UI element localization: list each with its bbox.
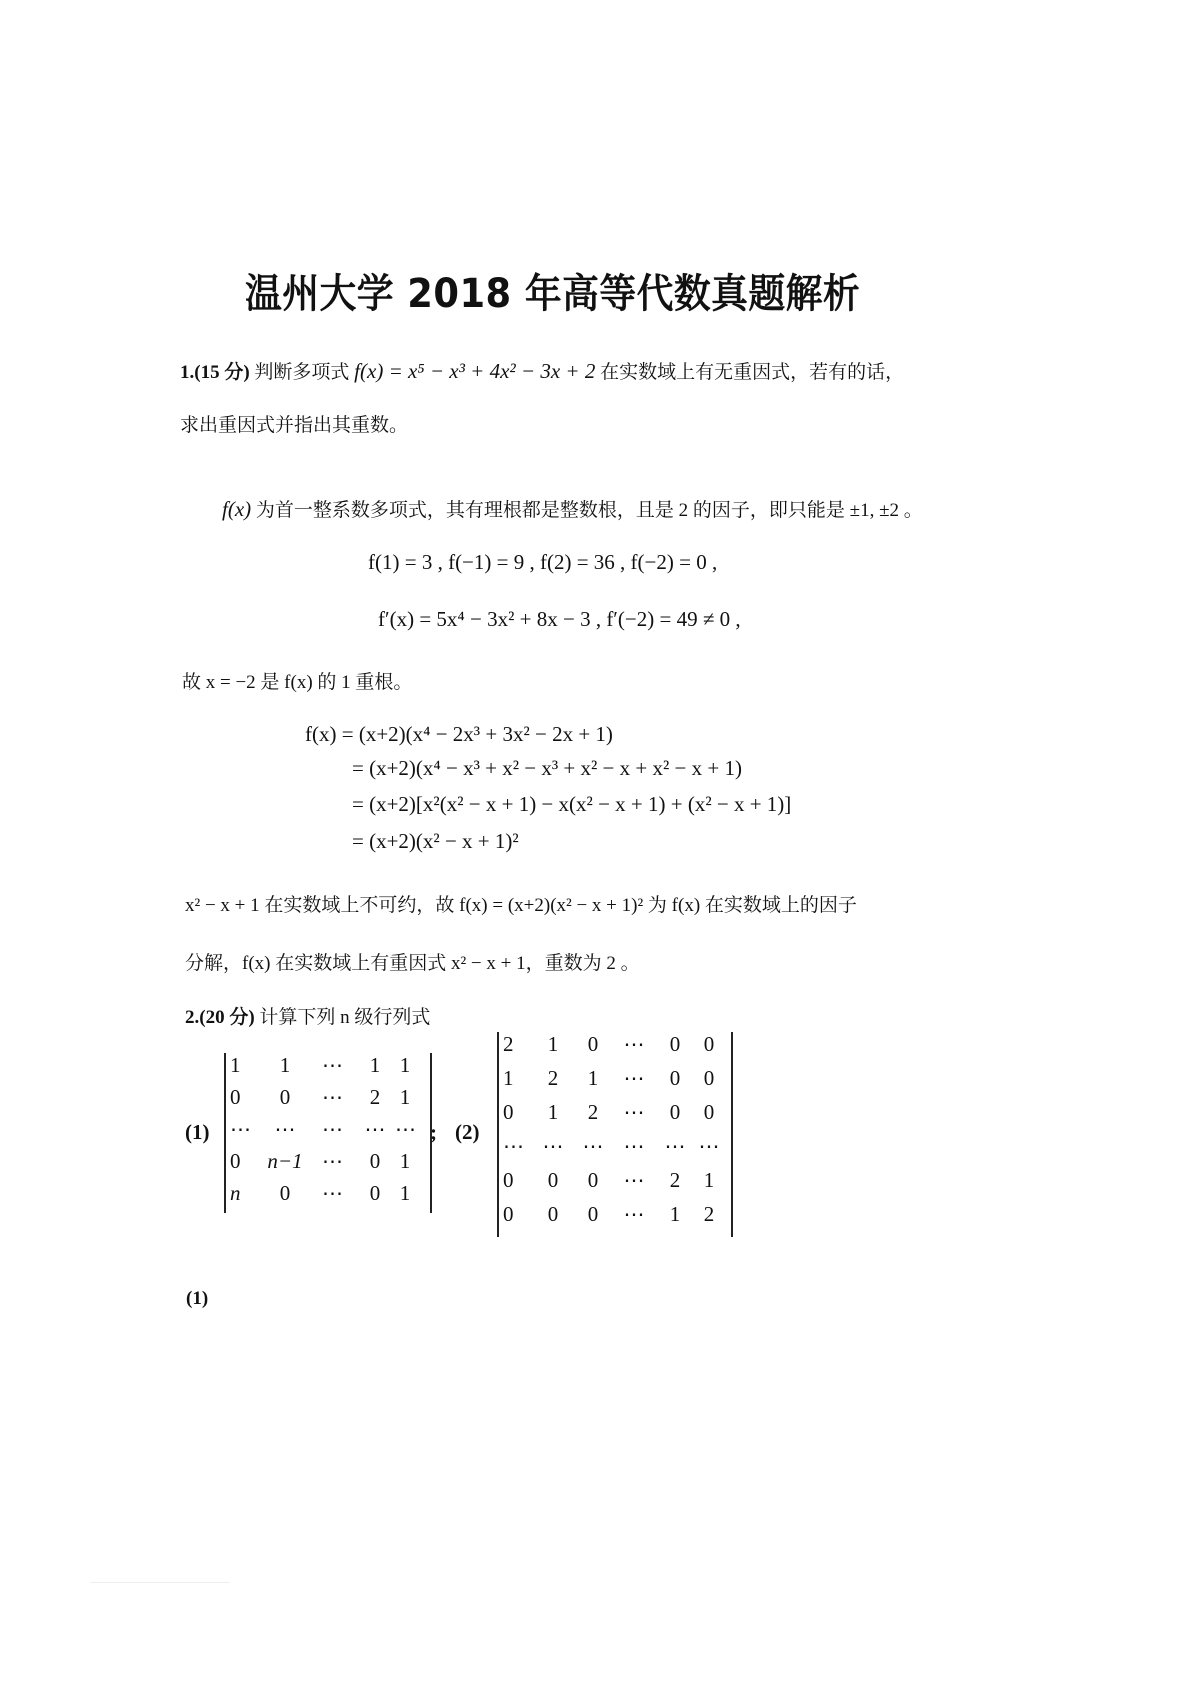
matrix-cell: ⋯ [623,1066,645,1090]
matrix-cell: 0 [279,1085,291,1109]
matrix-cell: 1 [230,1053,241,1077]
matrix-cell: 0 [669,1100,681,1124]
q1-prompt-b: 在实数域上有无重因式，若有的话， [600,362,905,383]
matrix-cell: 0 [279,1181,291,1205]
matrix-cell: ⋯ [395,1117,416,1141]
matrix-cell: 0 [669,1066,681,1090]
factor-step-1: f(x) = (x+2)(x⁴ − 2x³ + 3x² − 2x + 1) [305,722,613,746]
q2-statement [185,1002,430,1029]
q2-part2-label: (2) [455,1120,480,1144]
fx-symbol: f(x) [222,497,252,521]
matrix-cell: 1 [399,1053,411,1077]
q1-function-values: f(1) = 3 , f(−1) = 9 , f(2) = 36 , f(−2) = 0 , [368,550,718,574]
q2-part1-label: (1) [185,1120,210,1144]
matrix-cell: 2 [369,1085,381,1109]
q1-solution-intro [222,495,923,522]
matrix-cell: ⋯ [664,1134,686,1158]
q1-prompt-a: 判断多项式 [254,362,350,383]
determinant-2 [497,1032,733,1237]
matrix-cell: ⋯ [322,1053,343,1077]
matrix-cell: ⋯ [623,1032,645,1056]
matrix-cell: ⋯ [623,1168,645,1192]
q2-number: 2.(20 分) [185,1007,255,1028]
matrix-cell: 0 [703,1100,715,1124]
matrix-cell: 1 [399,1181,411,1205]
matrix-cell: n−1 [267,1149,303,1173]
matrix-cell: 0 [587,1202,599,1226]
matrix-cell: ⋯ [542,1134,564,1158]
q1-final-line2: 分解，f(x) 在实数域上有重因式 x² − x + 1，重数为 2 。 [185,953,640,974]
matrix-cell: ⋯ [230,1117,251,1141]
q2-prompt: 计算下列 n 级行列式 [259,1007,431,1028]
matrix-cell: ⋯ [623,1202,645,1226]
matrix-cell: ⋯ [322,1181,343,1205]
determinant-1 [224,1053,432,1213]
matrix-cell: ⋯ [274,1117,296,1141]
matrix-cell: 0 [369,1149,381,1173]
q1-statement-line2: 求出重因式并指出其重数。 [180,415,409,436]
matrix-cell: 0 [587,1032,599,1056]
matrix-cell: 1 [547,1032,559,1056]
answer-part1-label: (1) [186,1288,209,1309]
matrix-cell: 1 [279,1053,291,1077]
matrix-cell: ⋯ [623,1100,645,1124]
matrix-cell: 0 [547,1202,559,1226]
matrix-cell: 1 [669,1202,681,1226]
q1-root-conclusion: 故 x = −2 是 f(x) 的 1 重根。 [182,672,413,693]
matrix-cell: n [230,1181,241,1205]
matrix-cell: ⋯ [698,1134,720,1158]
matrix-cell: 0 [547,1168,559,1192]
matrix-cell: 0 [703,1032,715,1056]
matrix-cell: 2 [547,1066,559,1090]
matrix-cell: 1 [503,1066,514,1090]
q1-number: 1.(15 分) [180,362,250,383]
matrix-cell: 2 [503,1032,514,1056]
matrix-cell: 1 [399,1085,411,1109]
q2-separator: ; [430,1120,437,1144]
matrix-cell: 0 [703,1066,715,1090]
matrix-cell: 0 [230,1085,241,1109]
q1-final-line1: x² − x + 1 在实数域上不可约，故 f(x) = (x+2)(x² − x + 1)² 为 f(x) 在实数域上的因子 [185,895,857,916]
matrix-cell: 2 [703,1202,715,1226]
q1-statement [180,357,904,384]
matrix-cell: 2 [587,1100,599,1124]
matrix-cell: 0 [503,1168,514,1192]
matrix-cell: 0 [503,1100,514,1124]
matrix-cell: ⋯ [364,1117,386,1141]
matrix-cell: ⋯ [582,1134,604,1158]
matrix-cell: 1 [703,1168,715,1192]
factor-step-2: = (x+2)(x⁴ − x³ + x² − x³ + x² − x + x² − x + 1) [352,756,742,780]
matrix-cell: 1 [399,1149,411,1173]
matrix-cell: 0 [669,1032,681,1056]
q1-polynomial: f(x) = x⁵ − x³ + 4x² − 3x + 2 [354,359,596,383]
matrix-cell: ⋯ [623,1134,645,1158]
matrix-cell: 0 [587,1168,599,1192]
q1-derivative-line: f′(x) = 5x⁴ − 3x² + 8x − 3 , f′(−2) = 49 ≠ 0 , [378,607,741,631]
factor-step-3: = (x+2)[x²(x² − x + 1) − x(x² − x + 1) + (x² − x + 1)] [352,792,792,816]
matrix-cell: ⋯ [503,1134,524,1158]
matrix-cell: ⋯ [322,1149,343,1173]
matrix-cell: 0 [230,1149,241,1173]
q1-solution-intro-text: 为首一整系数多项式，其有理根都是整数根，且是 2 的因子，即只能是 ±1, ±2 。 [255,500,923,521]
matrix-cell: 2 [669,1168,681,1192]
page-title: 温州大学 2018 年高等代数真题解析 [245,271,861,317]
factor-step-4: = (x+2)(x² − x + 1)² [352,829,519,853]
matrix-cell: ⋯ [322,1085,343,1109]
matrix-cell: 1 [587,1066,599,1090]
matrix-cell: 0 [503,1202,514,1226]
matrix-cell: ⋯ [322,1117,343,1141]
matrix-cell: 1 [369,1053,381,1077]
matrix-cell: 0 [369,1181,381,1205]
matrix-cell: 1 [547,1100,559,1124]
divider [90,1582,230,1583]
